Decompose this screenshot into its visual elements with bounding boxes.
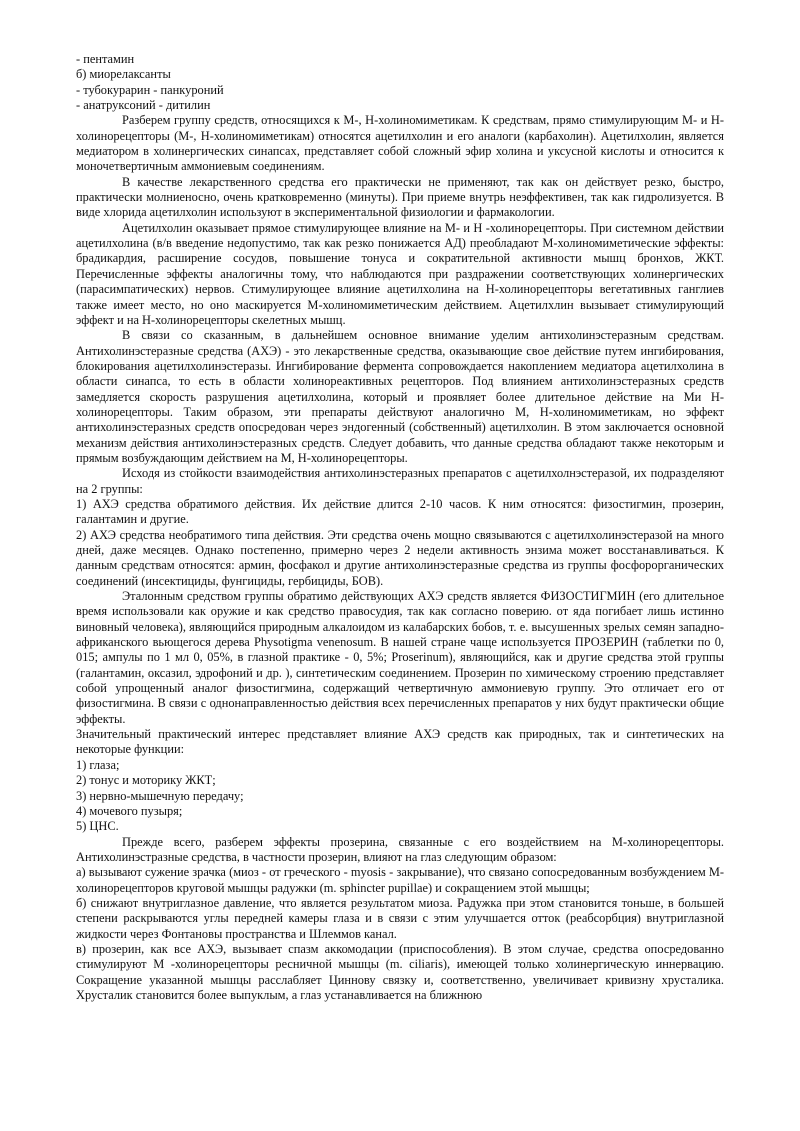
paragraph-practical-interest: Значительный практический интерес представляет влияние АХЭ средств как природных, так и синтетических на некоторые функции: [76, 727, 724, 757]
paragraph-acetylcholine-use: В качестве лекарственного средства его практически не применяют, так как он действует резко, быстро, практически молниеносно, очень кратковременно (минуты). При приеме внутрь неэффективен, так как гидролизуется. В виде хлорида ацетилхолин используют в экспериментальной физиологии и фармакологии. [76, 174, 724, 220]
function-item-eyes: 1) глаза; [76, 757, 120, 772]
list-item-pentamin: - пентамин [76, 52, 135, 66]
paragraph-cholinomimetics: Разберем группу средств, относящихся к М-, Н-холиномиметикам. К средствам, прямо стимулирующим М- и Н-холинорецепторы (М-, Н-холиномиметикам) относятся ацетилхолин и его аналоги (карбахолин). Ацетилхолин, является медиатором в холинергических синапсах, представляет собой сложный эфир холина и уксусной кислоты и относится к моночетвертичным аммониевым соединениям. [76, 113, 724, 174]
list-item-myorelaxants: б) миорелаксанты [76, 67, 171, 82]
function-item-cns: 5) ЦНС. [76, 819, 119, 834]
list-item-tubocurarine: - тубокурарин - панкуроний [76, 82, 224, 97]
paragraph-physostigmine: Эталонным средством группы обратимо действующих АХЭ средств является ФИЗОСТИГМИН (его длительное время использовали как оружие и как средство правосудия, так как согласно поверию. от яда погибает лишь истинно виновный человека), являющийся природным алкалоидом из калабарских бобов, т. е. высушенных зрелых семян западно-африканского вьющегося дерева Physotigma venenosum. В нашей стране чаще используется ПРОЗЕРИН (таблетки по 0, 015; ампулы по 1 мл 0, 05%, в глазной практике - 0, 5%; Proserinum), являющийся, как и другие средства этой группы (галантамин, оксазил, эдрофоний и др. ), синтетическим соединением. Прозерин по химическому строению представляет собой упрощенный аналог физостигмина, содержащий четвертичную аммониевую группу. Это отличает его от физостигмина. В связи с однонаправленностью действия всех перечисленных препаратов у них будут практически общие эффекты. [76, 589, 724, 726]
group-item-reversible: 1) АХЭ средства обратимого действия. Их действие длится 2-10 часов. К ним относятся: физостигмин, прозерин, галантамин и другие. [76, 496, 724, 527]
group-item-irreversible: 2) АХЭ средства необратимого типа действия. Эти средства очень мощно связываются с ацетилхолинэстеразой на многo дней, даже месяцев. Однако постепенно, примерно через 2 недели активность энзима может восстанавливаться. К данным средствам относятся: армин, фосфакол и другие антихолинэстеразные средства из группы фосфорорганических соединений (инсектициды, фунгициды, гербициды, БОВ). [76, 527, 724, 588]
paragraph-prozerin-effects: Прежде всего, разберем эффекты прозерина, связанные с его воздействием на М-холинорецепторы. Антихолинэстразные средства, в частности прозерин, влияют на глаз следующим образом: [76, 834, 724, 864]
paragraph-anticholinesterase: В связи со сказанным, в дальнейшем основное внимание уделим антихолинэстеразным средствам. Антихолинэстеразные средства (АХЭ) - это лекарственные средства, оказывающие свое действие путем ингибирования, блокирования ацетилхолинэстеразы. Ингибирование фермента сопровождается накоплением медиатора ацетилхолина в области синапса, то есть в области холинореактивных рецепторов. Под влиянием антихолинэстеразных средств замедляется скорость разрушения ацетилхолина, который и проявляет более длительное действие на Ми Н-холинорецепторы. Таким образом, эти препараты действуют аналогично М, Н-холиномиметикам, но эффект антихолинэстеразных средств опосредован через эндогенный (собственный) ацетилхолин. В этом заключается основной механизм действия антихолинэстеразных средств. Следует добавить, что данные средства обладают также некоторым и прямым возбуждающим действием на М, Н-холинорецепторы. [76, 328, 724, 465]
eye-effect-miosis: а) вызывают сужение зрачка (миоз - от греческого - myosis - закрывание), что связано сопосредованным возбуждением М-холинорецепторов круговой мышцы радужки (m. sphincter pupillae) и сокращением этой мышцы; [76, 865, 724, 895]
eye-effect-accommodation: в) прозерин, как все АХЭ, вызывает спазм аккомодации (приспособления). В этом случае, средства опосредованно стимулируют М -холинорецепторы ресничной мышцы (m. ciliaris), имеющей только холинергическую иннервацию. Сокращение указанной мышцы расслабляет Циннову связку и, соответственно, увеличивает кривизну хрусталика. Хрусталик становится более выпуклым, а глаз устанавливается на ближнюю [76, 941, 724, 1002]
paragraph-classification: Исходя из стойкости взаимодействия антихолинэстеразных препаратов с ацетилхолнэстеразой, их подразделяют на 2 группы: [76, 466, 724, 496]
list-item-anatruxonium: - анатруксоний - дитилин [76, 98, 211, 113]
function-item-neuromuscular: 3) нервно-мышечную передачу; [76, 788, 244, 803]
function-item-bladder: 4) мочевого пузыря; [76, 803, 183, 818]
paragraph-acetylcholine-action: Ацетилхолин оказывает прямое стимулирующее влияние на М- и Н -холинорецепторы. При системном действии ацетилхолина (в/в введение недопустимо, так как резко понижается АД) преобладают М-холиномиметические эффекты: брадикардия, расширение сосудов, повышение тонуса и сократительной активности мышц бронхов, ЖКТ. Перечисленные эффекты аналогичны тому, что наблюдаются при раздражении соответствующих холинергических (парасимпатических) нервов. Стимулирующее влияние ацетилхолина на Н-холинорецепторы вегетативных ганглиев также имеет место, но оно маскируется М-холиномиметическим действием. Ацетилхлин вызывает стимулирующий эффект и на Н-холинорецепторы скелетных мышц. [76, 220, 724, 327]
function-item-gi-tract: 2) тонус и моторику ЖКТ; [76, 773, 216, 788]
eye-effect-pressure: б) снижают внутриглазное давление, что является результатом миоза. Радужка при этом становится тоньше, в большей степени раскрываются углы передней камеры глаза и в связи с этим улучшается отток (реабсорбция) внутриглазной жидкости через Фонтановы пространства и Шлеммов канал. [76, 895, 724, 941]
